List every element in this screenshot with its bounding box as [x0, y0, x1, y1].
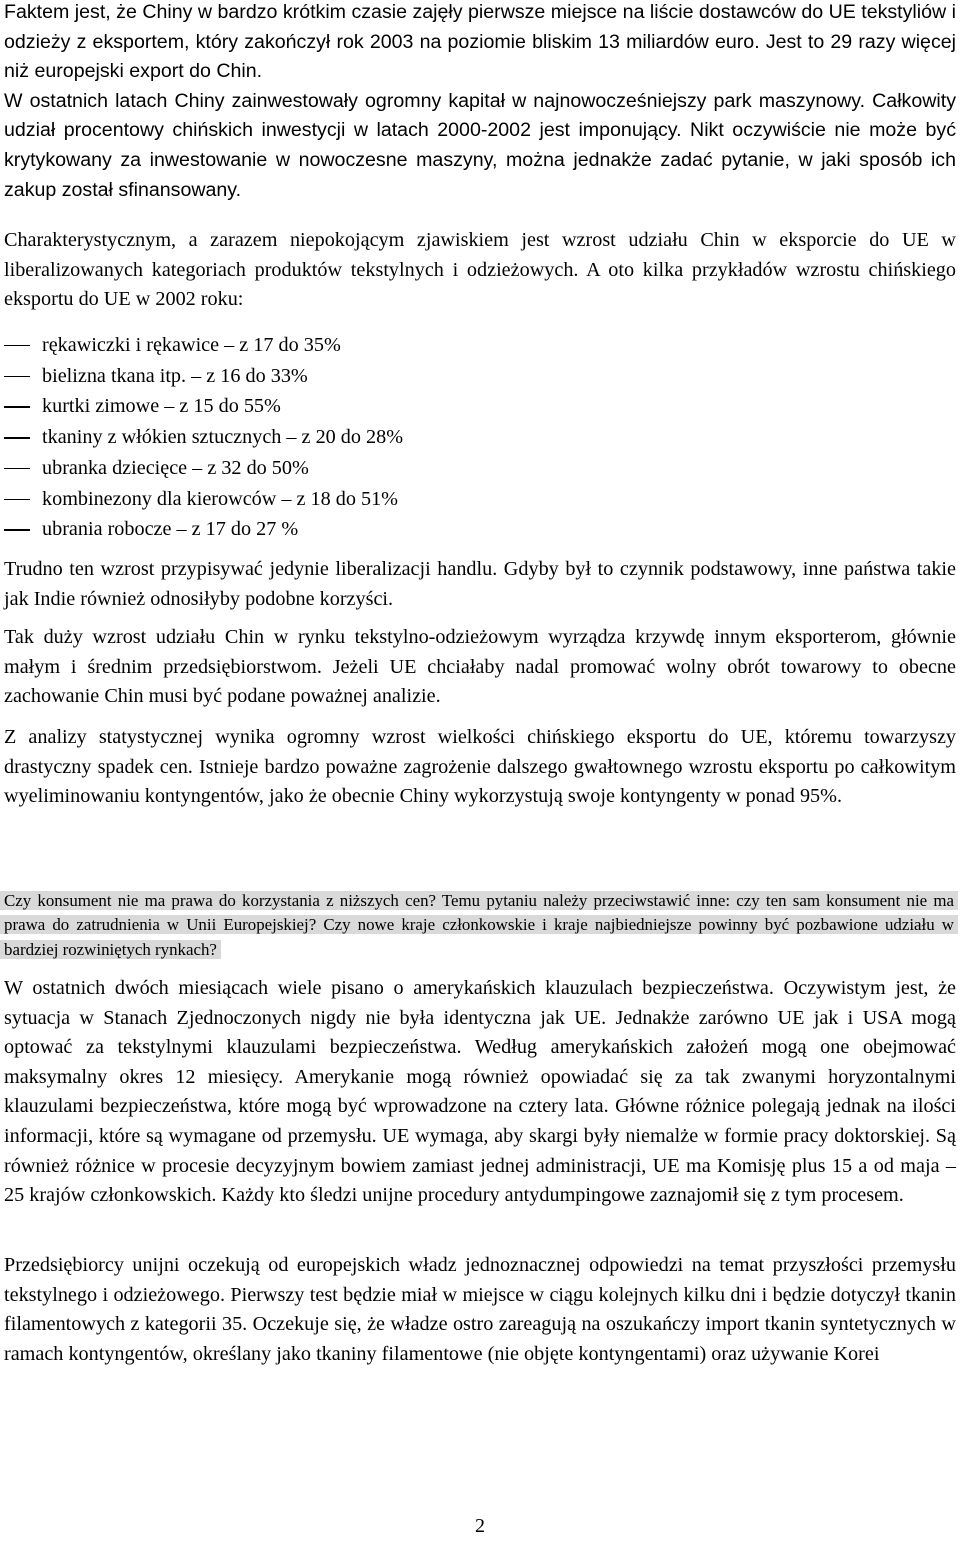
highlighted-text: Czy konsument nie ma prawa do korzystania z niższych cen? Temu pytaniu należy przeciwstawić inne: czy ten sam konsument nie ma prawa do zatrudnienia w Unii Europejskiej? Czy nowe kraje członkowskie i kraje najbiedniejsze powinny być pozbawione udziału w bardziej rozwiniętych rynkach? — [0, 891, 958, 959]
paragraph-statistics: Z analizy statystycznej wynika ogromny wzrost wielkości chińskiego eksportu do UE, któremu towarzyszy drastyczny spadek cen. Istnieje bardzo poważne zagrożenie dalszego gwałtownego wzrostu eksportu po całkowitym wyeliminowaniu kontyngentów, jako że obecnie Chiny wykorzystują swoje kontyngenty w ponad 95%. — [4, 726, 956, 808]
dash-bullet — [4, 529, 30, 530]
list-item: kurtki zimowe – z 15 do 55% — [4, 391, 904, 422]
paragraph-market-share: Tak duży wzrost udziału Chin w rynku tekstylno-odzieżowym wyrządza krzywdę innym eksporterom, głównie małym i średnim przedsiębiorstwom. Jeżeli UE chciałaby nadal promować wolny obrót towarowy to obecne zachowanie Chin musi być podane poważnej analizie. — [4, 626, 956, 708]
dash-bullet — [4, 437, 30, 438]
list-item: kombinezony dla kierowców – z 18 do 51% — [4, 484, 904, 515]
dash-bullet — [4, 468, 30, 469]
paragraph-china-exports: Faktem jest, że Chiny w bardzo krótkim czasie zajęły pierwsze miejsce na liście dostawców do UE tekstyliów i odzieży z eksportem, który zakończył rok 2003 na poziomie bliskim 13 miliardów euro. Jest to 29 razy więcej niż europejski export do Chin. — [4, 1, 956, 83]
intro-paragraphs — [4, 0, 956, 205]
paragraph-safeguard-clauses: W ostatnich dwóch miesiącach wiele pisano o amerykańskich klauzulach bezpieczeństwa. Oczywistym jest, że sytuacja w Stanach Zjednoczonych nigdy nie była identyczna jak UE. Jednakże zarówno UE jak i USA mogą optować za tekstylnymi klauzulami bezpieczeństwa. Według amerykańskich założeń mogą one obejmować maksymalny okres 12 miesięcy. Amerykanie mogą również opowiadać się za tak zwanymi horyzontalnymi klauzulami bezpieczeństwa, które mogą być wprowadzone na cztery lata. Główne różnice polegają jednak na ilości informacji, które są wymagane od przemysłu. UE wymaga, aby skargi były niemalże w formie pracy doktorskiej. Są również różnice w procesie decyzyjnym bowiem zamiast jednej administracji, UE ma Komisję plus 15 a od maja – 25 krajów członkowskich. Każdy kto śledzi unijne procedury antydumpingowe zaznajomił się z tym procesem. — [4, 977, 956, 1207]
highlighted-question-block — [0, 889, 958, 962]
list-item: bielizna tkana itp. – z 16 do 33% — [4, 361, 904, 392]
paragraph-china-investments: W ostatnich latach Chiny zainwestowały ogromny kapitał w najnowocześniejszy park maszynowy. Całkowity udział procentowy chińskich inwestycji w latach 2000-2002 jest imponujący. Nikt oczywiście nie może być krytykowany za inwestowanie w nowoczesne maszyny, można jednakże zadać pytanie, w jaki sposób ich zakup został sfinansowany. — [4, 89, 956, 201]
dash-bullet — [4, 406, 30, 407]
paragraph-liberalization: Trudno ten wzrost przypisywać jedynie liberalizacji handlu. Gdyby był to czynnik podstawowy, inne państwa takie jak Indie również odnosiłyby podobne korzyści. — [4, 558, 956, 610]
list-item: rękawiczki i rękawice – z 17 do 35% — [4, 330, 904, 361]
list-item: tkaniny z włókien sztucznych – z 20 do 28% — [4, 422, 904, 453]
export-growth-list — [4, 330, 904, 545]
dash-bullet — [4, 376, 30, 377]
list-item: ubranka dziecięce – z 32 do 50% — [4, 453, 904, 484]
dash-bullet — [4, 345, 30, 346]
page-number: 2 — [475, 1515, 485, 1537]
dash-bullet — [4, 499, 30, 500]
paragraph-export-growth: Charakterystycznym, a zarazem niepokojącym zjawiskiem jest wzrost udziału Chin w eksporcie do UE w liberalizowanych kategoriach produktów tekstylnych i odzieżowych. A oto kilka przykładów wzrostu chińskiego eksportu do UE w 2002 roku: — [4, 229, 956, 311]
list-item: ubrania robocze – z 17 do 27 % — [4, 514, 904, 545]
paragraph-entrepreneurs: Przedsiębiorcy unijni oczekują od europejskich władz jednoznacznej odpowiedzi na temat przyszłości przemysłu tekstylnego i odzieżowego. Pierwszy test będzie miał w miejsce w ciągu kolejnych kilku dni i będzie dotyczył tkanin filamentowych z kategorii 35. Oczekuje się, że władze ostro zareagują na oszukańczy import tkanin syntetycznych w ramach kontyngentów, określany jako tkaniny filamentowe (nie objęte kontyngentami) oraz używanie Korei — [4, 1254, 956, 1365]
